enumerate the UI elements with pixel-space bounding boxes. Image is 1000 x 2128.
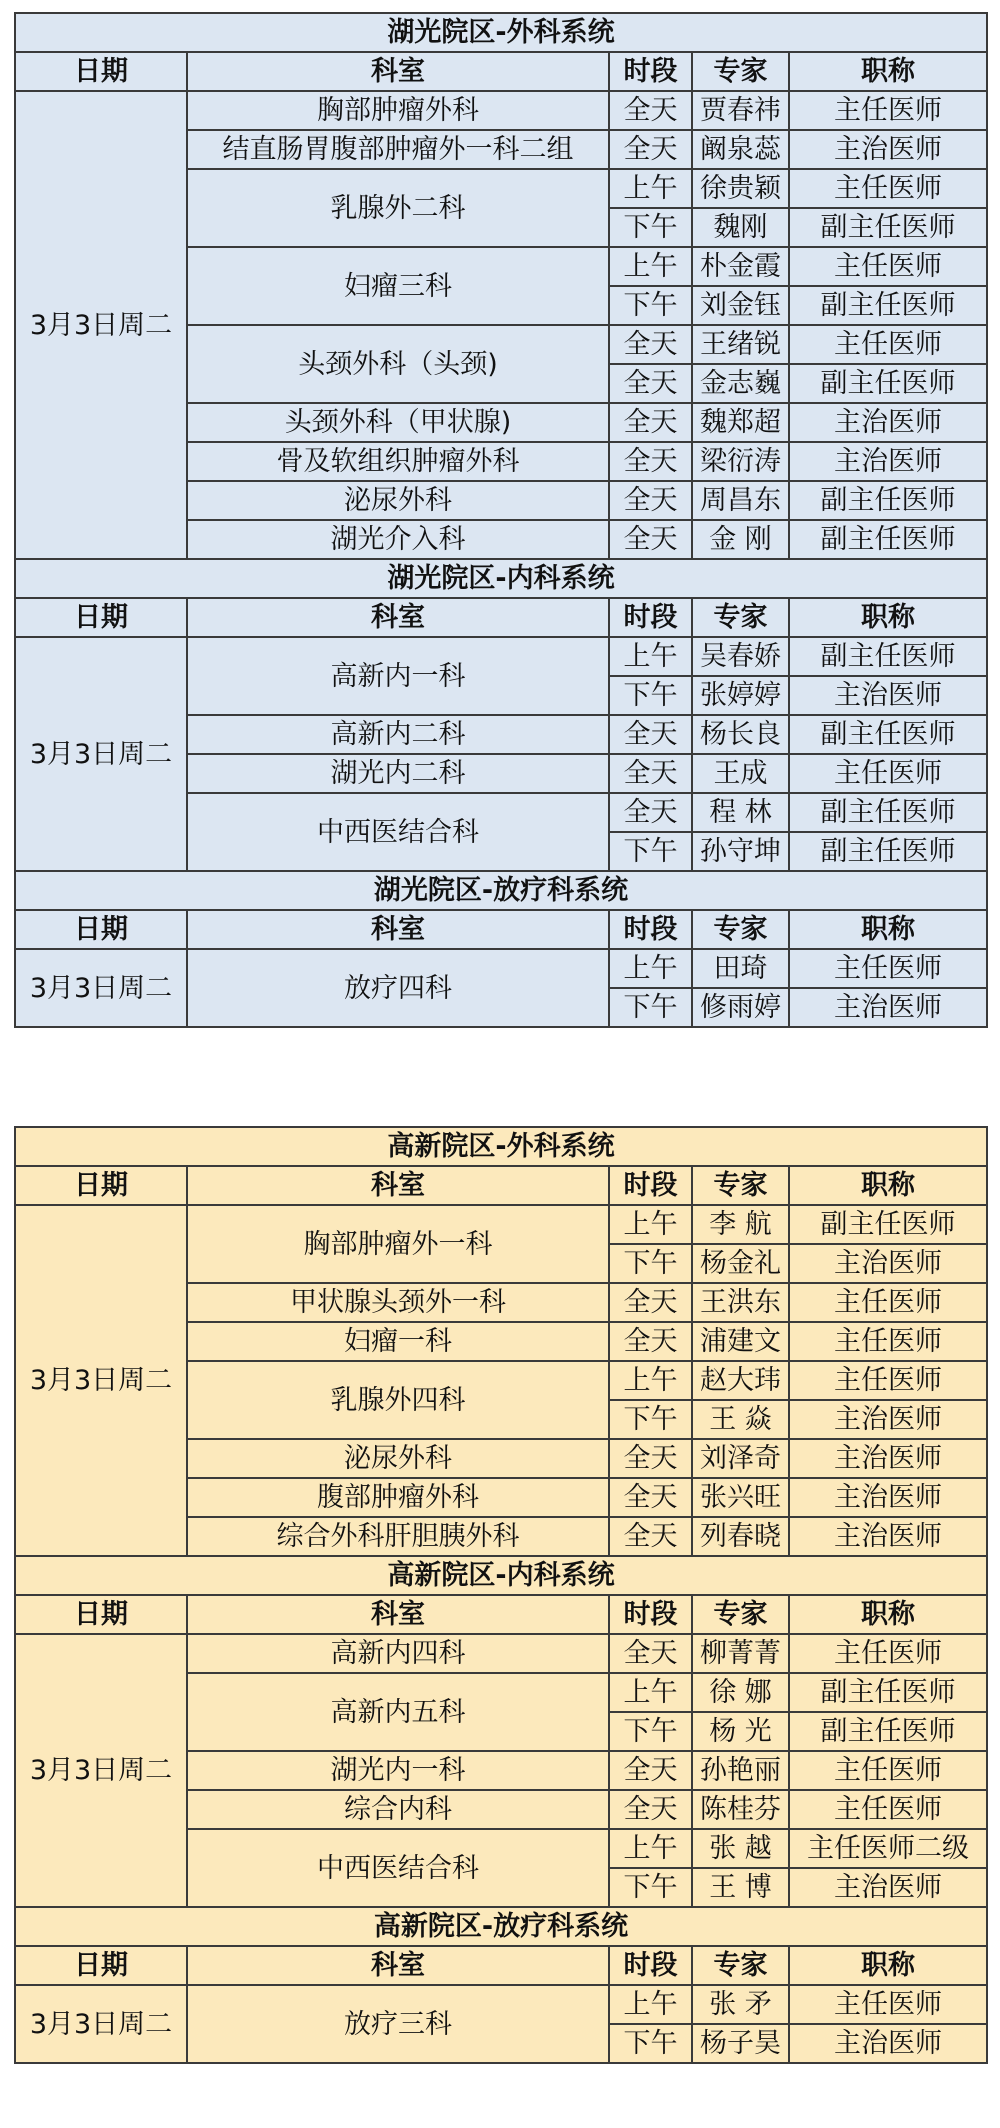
section-title-row <box>15 1127 987 1166</box>
section-title-row <box>15 559 987 598</box>
section-title: 高新院区-外科系统 <box>15 1127 987 1166</box>
header-title: 职称 <box>789 1166 987 1205</box>
department-cell: 头颈外科（甲状腺) <box>187 403 609 442</box>
doctor-cell: 孙守坤 <box>692 832 789 871</box>
session-cell: 下午 <box>609 1868 692 1907</box>
doctor-title-cell: 副主任医师 <box>789 520 987 559</box>
column-header-row <box>15 1166 987 1205</box>
doctor-cell: 金志巍 <box>692 364 789 403</box>
session-cell: 上午 <box>609 949 692 988</box>
doctor-cell: 魏郑超 <box>692 403 789 442</box>
doctor-cell: 赵大玮 <box>692 1361 789 1400</box>
doctor-title-cell: 主任医师 <box>789 325 987 364</box>
doctor-cell: 程 林 <box>692 793 789 832</box>
section-title: 高新院区-内科系统 <box>15 1556 987 1595</box>
header-date: 日期 <box>15 598 187 637</box>
session-cell: 上午 <box>609 637 692 676</box>
date-cell: 3月3日周二 <box>15 1634 187 1907</box>
department-cell: 中西医结合科 <box>187 793 609 871</box>
section-title-row <box>15 871 987 910</box>
header-date: 日期 <box>15 1166 187 1205</box>
doctor-cell: 金 刚 <box>692 520 789 559</box>
session-cell: 全天 <box>609 715 692 754</box>
session-cell: 上午 <box>609 1985 692 2024</box>
department-cell: 中西医结合科 <box>187 1829 609 1907</box>
doctor-title-cell: 主任医师 <box>789 949 987 988</box>
doctor-title-cell: 副主任医师 <box>789 208 987 247</box>
table-row <box>15 637 987 676</box>
department-cell: 泌尿外科 <box>187 481 609 520</box>
doctor-title-cell: 主治医师 <box>789 1439 987 1478</box>
header-date: 日期 <box>15 910 187 949</box>
doctor-cell: 魏刚 <box>692 208 789 247</box>
header-doctor: 专家 <box>692 910 789 949</box>
doctor-cell: 杨 光 <box>692 1712 789 1751</box>
header-session: 时段 <box>609 1166 692 1205</box>
doctor-cell: 朴金霞 <box>692 247 789 286</box>
department-cell: 结直肠胃腹部肿瘤外一科二组 <box>187 130 609 169</box>
section-title-row <box>15 13 987 52</box>
department-cell: 乳腺外二科 <box>187 169 609 247</box>
doctor-title-cell: 副主任医师 <box>789 1712 987 1751</box>
header-date: 日期 <box>15 1946 187 1985</box>
doctor-title-cell: 主任医师 <box>789 1283 987 1322</box>
column-header-row <box>15 52 987 91</box>
column-header-row <box>15 1946 987 1985</box>
section-title: 湖光院区-外科系统 <box>15 13 987 52</box>
doctor-title-cell: 主任医师 <box>789 1361 987 1400</box>
section-title: 湖光院区-放疗科系统 <box>15 871 987 910</box>
session-cell: 下午 <box>609 2024 692 2063</box>
header-session: 时段 <box>609 910 692 949</box>
department-cell: 甲状腺头颈外一科 <box>187 1283 609 1322</box>
department-cell: 骨及软组织肿瘤外科 <box>187 442 609 481</box>
schedule-table <box>14 1126 988 2064</box>
doctor-title-cell: 副主任医师 <box>789 715 987 754</box>
header-department: 科室 <box>187 1595 609 1634</box>
session-cell: 下午 <box>609 676 692 715</box>
doctor-title-cell: 主任医师 <box>789 247 987 286</box>
doctor-cell: 柳菁菁 <box>692 1634 789 1673</box>
department-cell: 头颈外科（头颈) <box>187 325 609 403</box>
department-cell: 综合内科 <box>187 1790 609 1829</box>
session-cell: 全天 <box>609 1751 692 1790</box>
date-cell: 3月3日周二 <box>15 949 187 1027</box>
session-cell: 全天 <box>609 442 692 481</box>
header-title: 职称 <box>789 910 987 949</box>
department-cell: 高新内四科 <box>187 1634 609 1673</box>
doctor-cell: 梁衍涛 <box>692 442 789 481</box>
doctor-title-cell: 主任医师 <box>789 169 987 208</box>
session-cell: 全天 <box>609 793 692 832</box>
session-cell: 全天 <box>609 364 692 403</box>
doctor-title-cell: 副主任医师 <box>789 832 987 871</box>
department-cell: 高新内二科 <box>187 715 609 754</box>
header-date: 日期 <box>15 52 187 91</box>
table-row <box>15 1205 987 1244</box>
department-cell: 放疗四科 <box>187 949 609 1027</box>
header-session: 时段 <box>609 598 692 637</box>
header-doctor: 专家 <box>692 1166 789 1205</box>
department-cell: 放疗三科 <box>187 1985 609 2063</box>
section-title-row <box>15 1907 987 1946</box>
doctor-cell: 陈桂芬 <box>692 1790 789 1829</box>
doctor-title-cell: 主任医师 <box>789 1751 987 1790</box>
column-header-row <box>15 598 987 637</box>
department-cell: 妇瘤一科 <box>187 1322 609 1361</box>
column-header-row <box>15 1595 987 1634</box>
department-cell: 高新内一科 <box>187 637 609 715</box>
doctor-title-cell: 副主任医师 <box>789 481 987 520</box>
doctor-title-cell: 主治医师 <box>789 1517 987 1556</box>
header-department: 科室 <box>187 598 609 637</box>
doctor-cell: 浦建文 <box>692 1322 789 1361</box>
department-cell: 综合外科肝胆胰外科 <box>187 1517 609 1556</box>
table-row <box>15 1634 987 1673</box>
doctor-cell: 张兴旺 <box>692 1478 789 1517</box>
doctor-title-cell: 副主任医师 <box>789 1205 987 1244</box>
session-cell: 全天 <box>609 1790 692 1829</box>
doctor-title-cell: 副主任医师 <box>789 364 987 403</box>
header-department: 科室 <box>187 910 609 949</box>
doctor-cell: 阚泉蕊 <box>692 130 789 169</box>
session-cell: 下午 <box>609 988 692 1027</box>
doctor-title-cell: 主任医师 <box>789 1634 987 1673</box>
doctor-cell: 贾春祎 <box>692 91 789 130</box>
doctor-cell: 周昌东 <box>692 481 789 520</box>
header-title: 职称 <box>789 1946 987 1985</box>
doctor-title-cell: 主任医师 <box>789 754 987 793</box>
session-cell: 全天 <box>609 130 692 169</box>
doctor-cell: 孙艳丽 <box>692 1751 789 1790</box>
doctor-title-cell: 主治医师 <box>789 403 987 442</box>
doctor-cell: 徐贵颖 <box>692 169 789 208</box>
doctor-cell: 田琦 <box>692 949 789 988</box>
header-date: 日期 <box>15 1595 187 1634</box>
department-cell: 高新内五科 <box>187 1673 609 1751</box>
doctor-cell: 杨长良 <box>692 715 789 754</box>
header-title: 职称 <box>789 598 987 637</box>
session-cell: 上午 <box>609 1829 692 1868</box>
department-cell: 妇瘤三科 <box>187 247 609 325</box>
doctor-cell: 王洪东 <box>692 1283 789 1322</box>
session-cell: 下午 <box>609 832 692 871</box>
session-cell: 全天 <box>609 481 692 520</box>
schedule-table <box>14 12 988 1028</box>
department-cell: 湖光介入科 <box>187 520 609 559</box>
doctor-title-cell: 副主任医师 <box>789 1673 987 1712</box>
doctor-cell: 王成 <box>692 754 789 793</box>
gaoxin-schedule-panel <box>14 1126 986 2064</box>
doctor-cell: 王 博 <box>692 1868 789 1907</box>
doctor-cell: 吴春娇 <box>692 637 789 676</box>
doctor-title-cell: 主任医师 <box>789 91 987 130</box>
session-cell: 下午 <box>609 1244 692 1283</box>
session-cell: 下午 <box>609 1712 692 1751</box>
doctor-title-cell: 主任医师二级 <box>789 1829 987 1868</box>
session-cell: 全天 <box>609 520 692 559</box>
header-doctor: 专家 <box>692 52 789 91</box>
date-cell: 3月3日周二 <box>15 1985 187 2063</box>
doctor-cell: 李 航 <box>692 1205 789 1244</box>
header-title: 职称 <box>789 52 987 91</box>
doctor-title-cell: 副主任医师 <box>789 793 987 832</box>
session-cell: 上午 <box>609 1673 692 1712</box>
doctor-cell: 列春晓 <box>692 1517 789 1556</box>
section-title: 湖光院区-内科系统 <box>15 559 987 598</box>
doctor-title-cell: 主治医师 <box>789 1478 987 1517</box>
header-department: 科室 <box>187 1166 609 1205</box>
department-cell: 胸部肿瘤外科 <box>187 91 609 130</box>
header-doctor: 专家 <box>692 1595 789 1634</box>
header-session: 时段 <box>609 52 692 91</box>
doctor-title-cell: 副主任医师 <box>789 286 987 325</box>
doctor-title-cell: 主治医师 <box>789 676 987 715</box>
doctor-cell: 刘泽奇 <box>692 1439 789 1478</box>
doctor-title-cell: 主任医师 <box>789 1985 987 2024</box>
doctor-cell: 王绪锐 <box>692 325 789 364</box>
doctor-title-cell: 主治医师 <box>789 1244 987 1283</box>
doctor-cell: 徐 娜 <box>692 1673 789 1712</box>
doctor-title-cell: 主治医师 <box>789 442 987 481</box>
session-cell: 全天 <box>609 1322 692 1361</box>
doctor-cell: 王 焱 <box>692 1400 789 1439</box>
header-department: 科室 <box>187 52 609 91</box>
header-department: 科室 <box>187 1946 609 1985</box>
section-title-row <box>15 1556 987 1595</box>
doctor-title-cell: 主任医师 <box>789 1322 987 1361</box>
doctor-title-cell: 主治医师 <box>789 1400 987 1439</box>
column-header-row <box>15 910 987 949</box>
table-row <box>15 91 987 130</box>
doctor-title-cell: 副主任医师 <box>789 637 987 676</box>
header-title: 职称 <box>789 1595 987 1634</box>
department-cell: 胸部肿瘤外一科 <box>187 1205 609 1283</box>
header-session: 时段 <box>609 1946 692 1985</box>
doctor-cell: 张 矛 <box>692 1985 789 2024</box>
department-cell: 腹部肿瘤外科 <box>187 1478 609 1517</box>
doctor-cell: 刘金钰 <box>692 286 789 325</box>
session-cell: 全天 <box>609 754 692 793</box>
department-cell: 湖光内一科 <box>187 1751 609 1790</box>
doctor-title-cell: 主治医师 <box>789 130 987 169</box>
doctor-title-cell: 主任医师 <box>789 1790 987 1829</box>
doctor-cell: 修雨婷 <box>692 988 789 1027</box>
huguang-schedule-panel <box>14 12 986 1028</box>
doctor-cell: 张 越 <box>692 1829 789 1868</box>
doctor-title-cell: 主治医师 <box>789 2024 987 2063</box>
section-title: 高新院区-放疗科系统 <box>15 1907 987 1946</box>
date-cell: 3月3日周二 <box>15 637 187 871</box>
session-cell: 下午 <box>609 208 692 247</box>
session-cell: 全天 <box>609 91 692 130</box>
table-row <box>15 949 987 988</box>
date-cell: 3月3日周二 <box>15 1205 187 1556</box>
session-cell: 上午 <box>609 1361 692 1400</box>
header-doctor: 专家 <box>692 1946 789 1985</box>
session-cell: 全天 <box>609 1478 692 1517</box>
session-cell: 下午 <box>609 1400 692 1439</box>
doctor-title-cell: 主治医师 <box>789 988 987 1027</box>
department-cell: 乳腺外四科 <box>187 1361 609 1439</box>
department-cell: 湖光内二科 <box>187 754 609 793</box>
session-cell: 全天 <box>609 1283 692 1322</box>
session-cell: 全天 <box>609 1634 692 1673</box>
session-cell: 上午 <box>609 247 692 286</box>
session-cell: 全天 <box>609 403 692 442</box>
doctor-cell: 张婷婷 <box>692 676 789 715</box>
session-cell: 上午 <box>609 169 692 208</box>
session-cell: 全天 <box>609 325 692 364</box>
table-row <box>15 1985 987 2024</box>
doctor-title-cell: 主治医师 <box>789 1868 987 1907</box>
department-cell: 泌尿外科 <box>187 1439 609 1478</box>
header-doctor: 专家 <box>692 598 789 637</box>
session-cell: 全天 <box>609 1517 692 1556</box>
date-cell: 3月3日周二 <box>15 91 187 559</box>
header-session: 时段 <box>609 1595 692 1634</box>
session-cell: 上午 <box>609 1205 692 1244</box>
session-cell: 全天 <box>609 1439 692 1478</box>
doctor-cell: 杨金礼 <box>692 1244 789 1283</box>
session-cell: 下午 <box>609 286 692 325</box>
doctor-cell: 杨子昊 <box>692 2024 789 2063</box>
